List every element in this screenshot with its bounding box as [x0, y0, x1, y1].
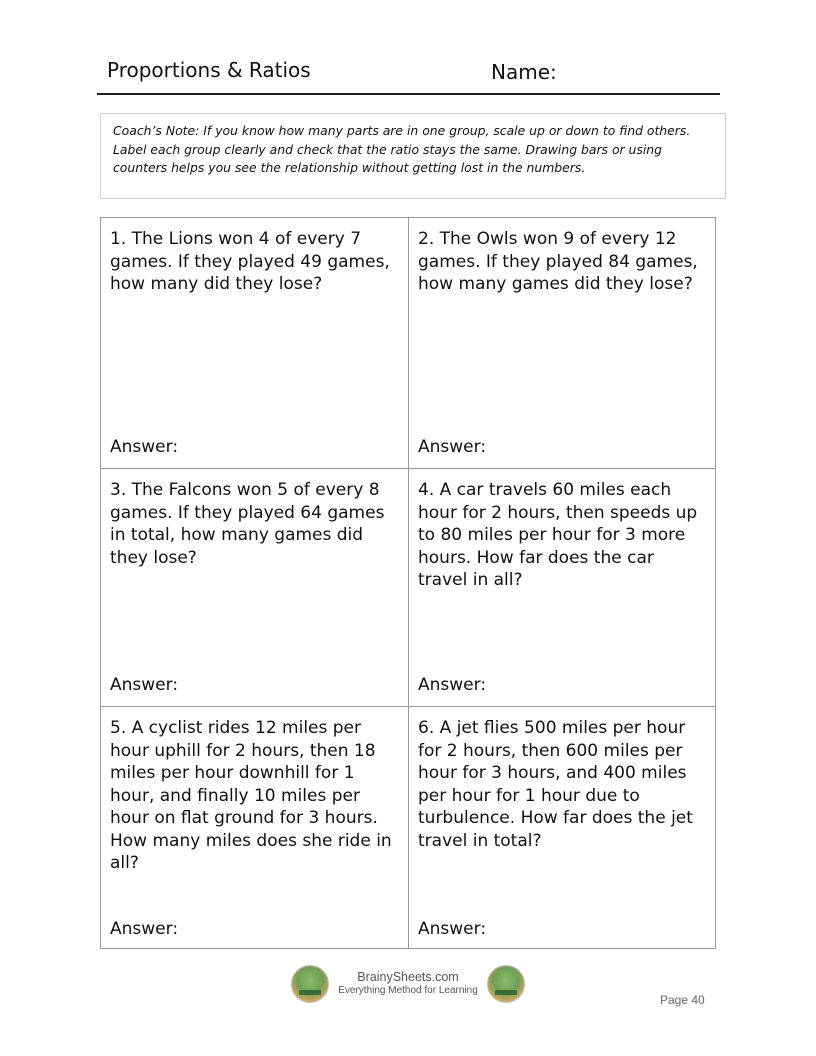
footer-site: BrainySheets.com — [357, 970, 459, 984]
problem-4-text: 4. A car travels 60 miles each hour for 2 hours, then speeds up to 80 miles per hour for 3 more hours. How far does the car travel in all? — [418, 480, 698, 590]
problem-1-text: 1. The Lions won 4 of every 7 games. If they played 49 games, how many did they lose? — [110, 229, 390, 294]
problem-cell-5 — [101, 707, 408, 949]
footer-brand — [330, 970, 486, 996]
problem-6-text: 6. A jet flies 500 miles per hour for 2 hours, then 600 miles per hour for 3 hours, and 400 miles per hour for 1 hour due to turbulence. How far does the jet travel in total? — [418, 718, 693, 851]
problem-cell-4 — [409, 469, 716, 706]
footer-tagline: Everything Method for Learning — [338, 985, 478, 996]
page-number: Page 40 — [660, 993, 705, 1007]
problem-6-answer-label: Answer: — [418, 919, 487, 939]
problem-cell-6 — [409, 707, 716, 949]
brand-logo-right-icon — [487, 965, 525, 1003]
problem-3-text: 3. The Falcons won 5 of every 8 games. If they played 64 games in total, how many games did they lose? — [110, 480, 385, 568]
worksheet-title: Proportions & Ratios — [107, 58, 311, 82]
problem-grid — [100, 217, 716, 949]
worksheet-header — [97, 52, 720, 95]
problem-3-answer-label: Answer: — [110, 675, 179, 695]
name-label: Name: — [491, 60, 557, 84]
problem-2-answer-label: Answer: — [418, 437, 487, 457]
brand-logo-left-icon — [291, 965, 329, 1003]
coach-note: Coach’s Note: If you know how many parts are in one group, scale up or down to find others. Label each group clearly and check that the ratio stays the same. Drawing bars or using counters helps you see the relationship without getting lost in the numbers. — [100, 113, 726, 199]
problem-2-text: 2. The Owls won 9 of every 12 games. If they played 84 games, how many games did they lose? — [418, 229, 698, 294]
problem-cell-1 — [101, 218, 408, 468]
problem-cell-3 — [101, 469, 408, 706]
problem-5-text: 5. A cyclist rides 12 miles per hour uphill for 2 hours, then 18 miles per hour downhill for 1 hour, and finally 10 miles per hour on flat ground for 3 hours. How many miles does she ride in all? — [110, 718, 392, 873]
problem-5-answer-label: Answer: — [110, 919, 179, 939]
problem-cell-2 — [409, 218, 716, 468]
problem-1-answer-label: Answer: — [110, 437, 179, 457]
problem-4-answer-label: Answer: — [418, 675, 487, 695]
